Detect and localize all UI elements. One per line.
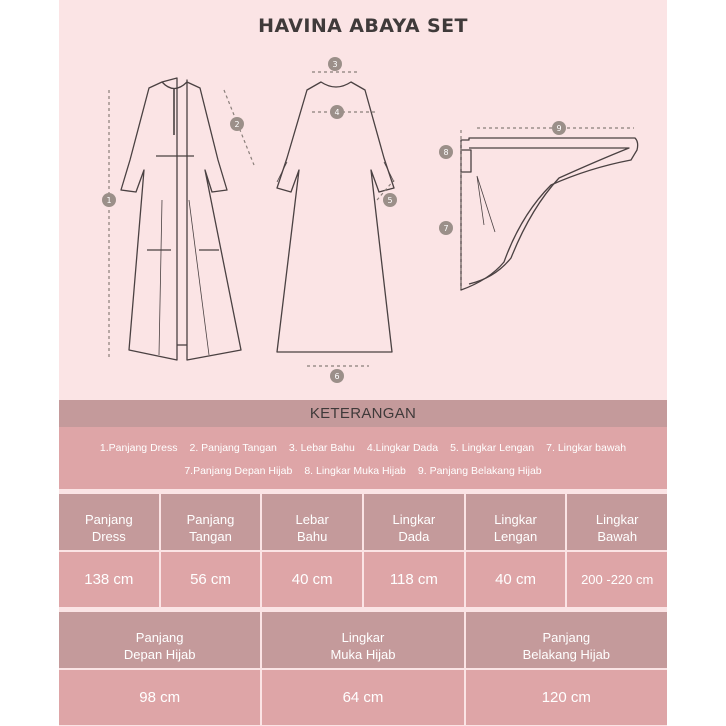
header-cell: Lebar Bahu <box>262 494 362 550</box>
value-cell: 64 cm <box>262 670 463 725</box>
legend-item: 5. Lingkar Lengan <box>450 442 535 454</box>
marker-8: 8 <box>443 148 449 157</box>
marker-6: 6 <box>334 372 340 381</box>
marker-2: 2 <box>234 120 240 129</box>
marker-7: 7 <box>443 224 449 233</box>
marker-1: 1 <box>106 196 112 205</box>
size-table-hijab <box>59 612 667 726</box>
keterangan-heading-bar <box>59 400 667 427</box>
value-cell: 200 -220 cm <box>567 552 667 607</box>
marker-3: 3 <box>332 60 338 69</box>
technical-drawings <box>59 0 667 400</box>
hijab-outline <box>461 138 638 290</box>
legend-row-1 <box>59 442 667 454</box>
value-cell: 56 cm <box>161 552 261 607</box>
legend-item: 9. Panjang Belakang Hijab <box>417 465 542 477</box>
legend-panel <box>59 427 667 489</box>
header-cell: Panjang Depan Hijab <box>59 612 260 668</box>
size-table-dress <box>59 494 667 607</box>
header-cell: Lingkar Lengan <box>466 494 566 550</box>
table-value-row <box>59 670 667 725</box>
marker-9: 9 <box>556 124 562 133</box>
size-chart-sheet <box>59 0 667 726</box>
header-cell: Panjang Tangan <box>161 494 261 550</box>
keterangan-heading: KETERANGAN <box>309 405 417 422</box>
value-cell: 120 cm <box>466 670 667 725</box>
legend-item: 3. Lebar Bahu <box>288 442 355 454</box>
legend-item: 4.Lingkar Dada <box>366 442 439 454</box>
header-cell: Lingkar Muka Hijab <box>262 612 463 668</box>
legend-row-2 <box>59 465 667 477</box>
header-cell: Lingkar Dada <box>364 494 464 550</box>
header-cell: Panjang Belakang Hijab <box>466 612 667 668</box>
legend-item: 8. Lingkar Muka Hijab <box>304 465 406 477</box>
legend-item: 7.Panjang Depan Hijab <box>184 465 293 477</box>
value-cell: 118 cm <box>364 552 464 607</box>
legend-item: 7. Lingkar bawah <box>546 442 627 454</box>
table-header-row <box>59 612 667 668</box>
table-header-row <box>59 494 667 550</box>
back-abaya-outline <box>277 82 394 352</box>
legend-item: 1.Panjang Dress <box>99 442 178 454</box>
marker-4: 4 <box>334 108 340 117</box>
value-cell: 138 cm <box>59 552 159 607</box>
abaya-sketch <box>59 0 667 400</box>
value-cell: 98 cm <box>59 670 260 725</box>
value-cell: 40 cm <box>466 552 566 607</box>
table-value-row <box>59 552 667 607</box>
front-abaya-outline <box>121 78 177 360</box>
value-cell: 40 cm <box>262 552 362 607</box>
header-cell: Lingkar Bawah <box>567 494 667 550</box>
page-title: HAVINA ABAYA SET <box>258 15 468 37</box>
marker-5: 5 <box>387 196 393 205</box>
header-cell: Panjang Dress <box>59 494 159 550</box>
legend-item: 2. Panjang Tangan <box>189 442 277 454</box>
